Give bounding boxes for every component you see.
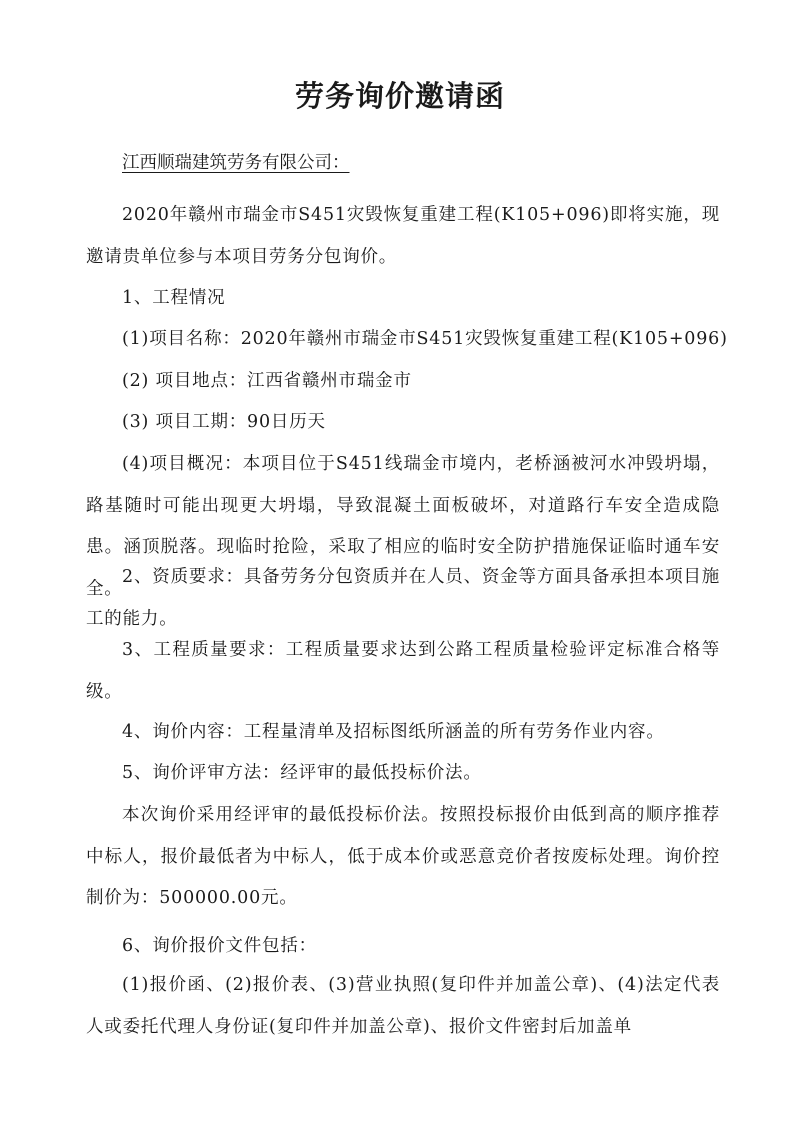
section1-item2: (2) 项目地点：江西省赣州市瑞金市	[122, 371, 412, 391]
section1-item3: (3) 项目工期：90日历天	[122, 412, 326, 432]
section1-item4: (4)项目概况：本项目位于S451线瑞金市境内，老桥涵被河水冲毁坍塌，路基随时可能出现更大坍塌，导致混凝土面板破坏，对道路行车安全造成隐患。涵顶脱落。现临时抢险，采取了相应的临时安全防护措施保证临时通车安全。	[86, 454, 720, 599]
document-title: 劳务询价邀请函	[294, 79, 505, 113]
intro-paragraph: 2020年赣州市瑞金市S451灾毁恢复重建工程(K105+096)即将实施，现邀请贵单位参与本项目劳务分包询价。	[86, 205, 720, 267]
section1-heading: 1、工程情况	[122, 288, 226, 308]
section5-heading: 5、询价评审方法：经评审的最低投标价法。	[122, 763, 482, 783]
section3-paragraph: 3、工程质量要求：工程质量要求达到公路工程质量检验评定标准合格等级。	[86, 640, 720, 702]
addressee: 江西顺瑞建筑劳务有限公司：	[122, 153, 350, 173]
section6-detail: (1)报价函、(2)报价表、(3)营业执照(复印件并加盖公章)、(4)法定代表人或委托代理人身份证(复印件并加盖公章)、报价文件密封后加盖单	[86, 975, 720, 1037]
section1-item1: (1)项目名称：2020年赣州市瑞金市S451灾毁恢复重建工程(K105+096)	[122, 329, 728, 349]
section5-detail: 本次询价采用经评审的最低投标价法。按照投标报价由低到高的顺序推荐中标人，报价最低者为中标人，低于成本价或恶意竞价者按废标处理。询价控制价为：500000.00元。	[86, 805, 720, 908]
section6-heading: 6、询价报价文件包括：	[122, 936, 317, 956]
section4-paragraph: 4、询价内容：工程量清单及招标图纸所涵盖的所有劳务作业内容。	[122, 722, 665, 742]
section2-paragraph: 2、资质要求：具备劳务分包资质并在人员、资金等方面具备承担本项目施工的能力。	[86, 567, 720, 629]
